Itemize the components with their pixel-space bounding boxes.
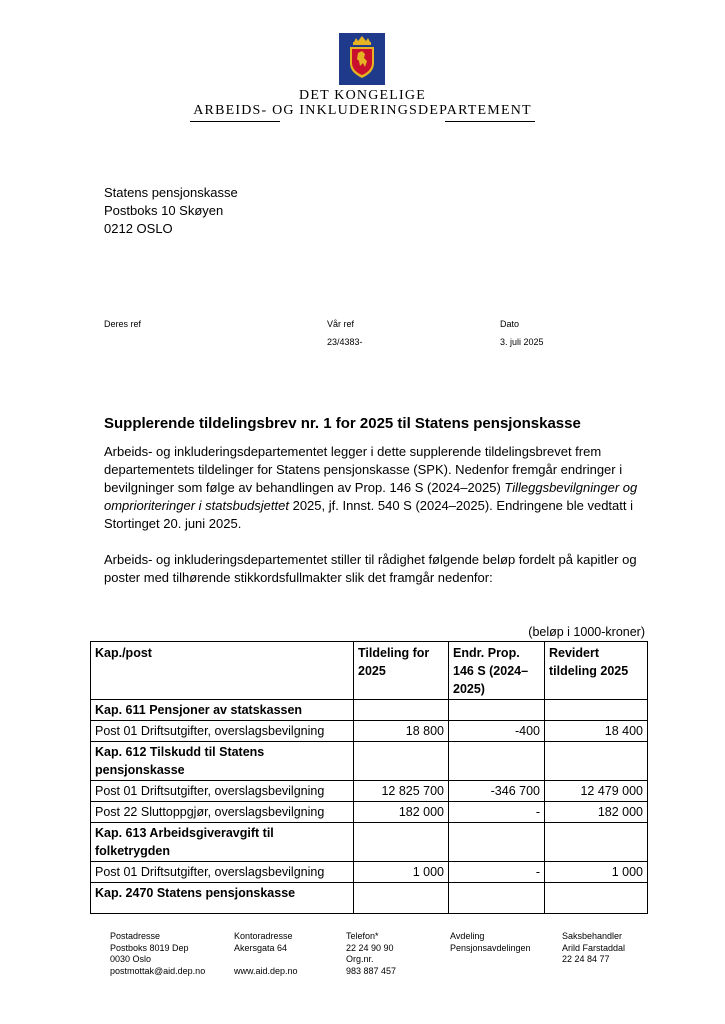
header-kap-post: Kap./post [91,642,354,700]
recipient-street: Postboks 10 Skøyen [104,203,224,218]
paragraph-intro-part2: 2025, jf. Innst. 540 S (2024–2025). Endringene ble vedtatt i Stortinget 20. juni 2025. [104,498,634,531]
table-row [91,862,648,883]
footer-line: 0030 Oslo [110,954,152,964]
var-ref-label: Vår ref [327,319,355,329]
cell-endring [449,883,545,914]
table-row [91,883,648,914]
table-row [91,742,648,781]
cell-tildeling: 12 825 700 [354,781,449,802]
letter-title: Supplerende tildelingsbrev nr. 1 for 2025 til Statens pensjonskasse [104,415,581,432]
cell-revidert: 18 400 [545,721,648,742]
footer-postadresse [110,931,205,977]
header-endring: Endr. Prop. 146 S (2024–2025) [449,642,545,700]
cell-revidert: 1 000 [545,862,648,883]
cell-revidert: 182 000 [545,802,648,823]
cell-tildeling [354,742,449,781]
cell-endring [449,700,545,721]
row-label: Kap. 2470 Statens pensjonskasse [91,883,354,914]
recipient-name: Statens pensjonskasse [104,185,238,200]
footer-email-link[interactable]: postmottak@aid.dep.no [110,965,206,976]
table-row [91,700,648,721]
coat-of-arms-logo [339,33,385,85]
cell-tildeling: 1 000 [354,862,449,883]
cell-tildeling [354,883,449,914]
deres-ref-label: Deres ref [104,319,142,329]
cell-endring [449,742,545,781]
table-row [91,721,648,742]
paragraph-intro [104,443,664,533]
cell-revidert: 12 479 000 [545,781,648,802]
footer-telefon [346,931,396,977]
header-tildeling: Tildeling for 2025 [354,642,449,700]
cell-tildeling: 18 800 [354,721,449,742]
footer-avdeling [450,931,531,954]
row-label: Post 01 Driftsutgifter, overslagsbevilgning [91,721,354,742]
department-line-1: DET KONGELIGE [299,88,426,103]
footer-line: Postboks 8019 Dep [110,942,189,953]
footer-line: 22 24 84 77 [562,954,610,964]
department-line-2: ARBEIDS- OG INKLUDERINGSDEPARTEMENT [193,103,532,118]
cell-endring: -346 700 [449,781,545,802]
footer-line: Akersgata 64 [234,942,288,953]
allocation-table [90,641,648,914]
cell-endring: - [449,802,545,823]
recipient-address [104,184,238,238]
cell-tildeling [354,700,449,721]
cell-revidert [545,742,648,781]
cell-revidert [545,823,648,862]
row-label: Post 01 Driftsutgifter, overslagsbevilgning [91,862,354,883]
footer-line: Pensjonsavdelingen [450,942,531,953]
table-row [91,823,648,862]
table-header-row [91,642,648,700]
cell-revidert [545,700,648,721]
row-label: Kap. 613 Arbeidsgiveravgift til folketrygden [91,823,354,862]
footer-label: Kontoradresse [234,931,293,941]
cell-endring [449,823,545,862]
amount-unit-note: (beløp i 1000-kroner) [528,625,645,639]
header-revidert: Revidert tildeling 2025 [545,642,648,700]
footer-label: Avdeling [450,931,485,941]
table-row [91,802,648,823]
recipient-city: 0212 OSLO [104,221,173,236]
cell-endring: -400 [449,721,545,742]
row-label: Post 22 Sluttoppgjør, overslagsbevilgning [91,802,354,823]
header-rule-right [445,121,535,122]
footer-label: Saksbehandler [562,931,623,941]
footer-line: 22 24 90 90 [346,942,394,953]
footer-label: Postadresse [110,931,161,941]
paragraph-intro-part1: Arbeids- og inkluderingsdepartementet legger i dette supplerende tildelingsbrevet frem departementets tildelinger for Statens pensjonskasse (SPK). Nedenfor fremgår endringer i bevilgninger som følge av behandlingen av Prop. 146 S (2024–2025) [104,444,623,495]
footer-website-link[interactable]: www.aid.dep.no [234,965,298,976]
row-label: Kap. 612 Tilskudd til Statens pensjonskasse [91,742,354,781]
paragraph-allocation: Arbeids- og inkluderingsdepartementet stiller til rådighet følgende beløp fordelt på kapitler og poster med tilhørende stikkordsfullmakter slik det framgår nedenfor: [104,552,637,585]
row-label: Post 01 Driftsutgifter, overslagsbevilgning [91,781,354,802]
cell-endring: - [449,862,545,883]
dato-value: 3. juli 2025 [500,337,544,347]
cell-tildeling: 182 000 [354,802,449,823]
footer-saksbehandler [562,931,625,966]
footer-kontoradresse [234,931,298,977]
dato-label: Dato [500,319,520,329]
header-rule-left [190,121,280,122]
cell-revidert [545,883,648,914]
footer-line: 983 887 457 [346,965,397,976]
table-row [91,781,648,802]
footer-label: Telefon* [346,931,379,941]
cell-tildeling [354,823,449,862]
row-label: Kap. 611 Pensjoner av statskassen [91,700,354,721]
paragraph-intro-italic: Tilleggsbevilgninger og omprioriteringer i statsbudsjettet [104,480,638,513]
var-ref-value: 23/4383- [327,337,363,347]
footer-line: Org.nr. [346,954,374,964]
footer-line: Arild Farstaddal [562,942,626,953]
